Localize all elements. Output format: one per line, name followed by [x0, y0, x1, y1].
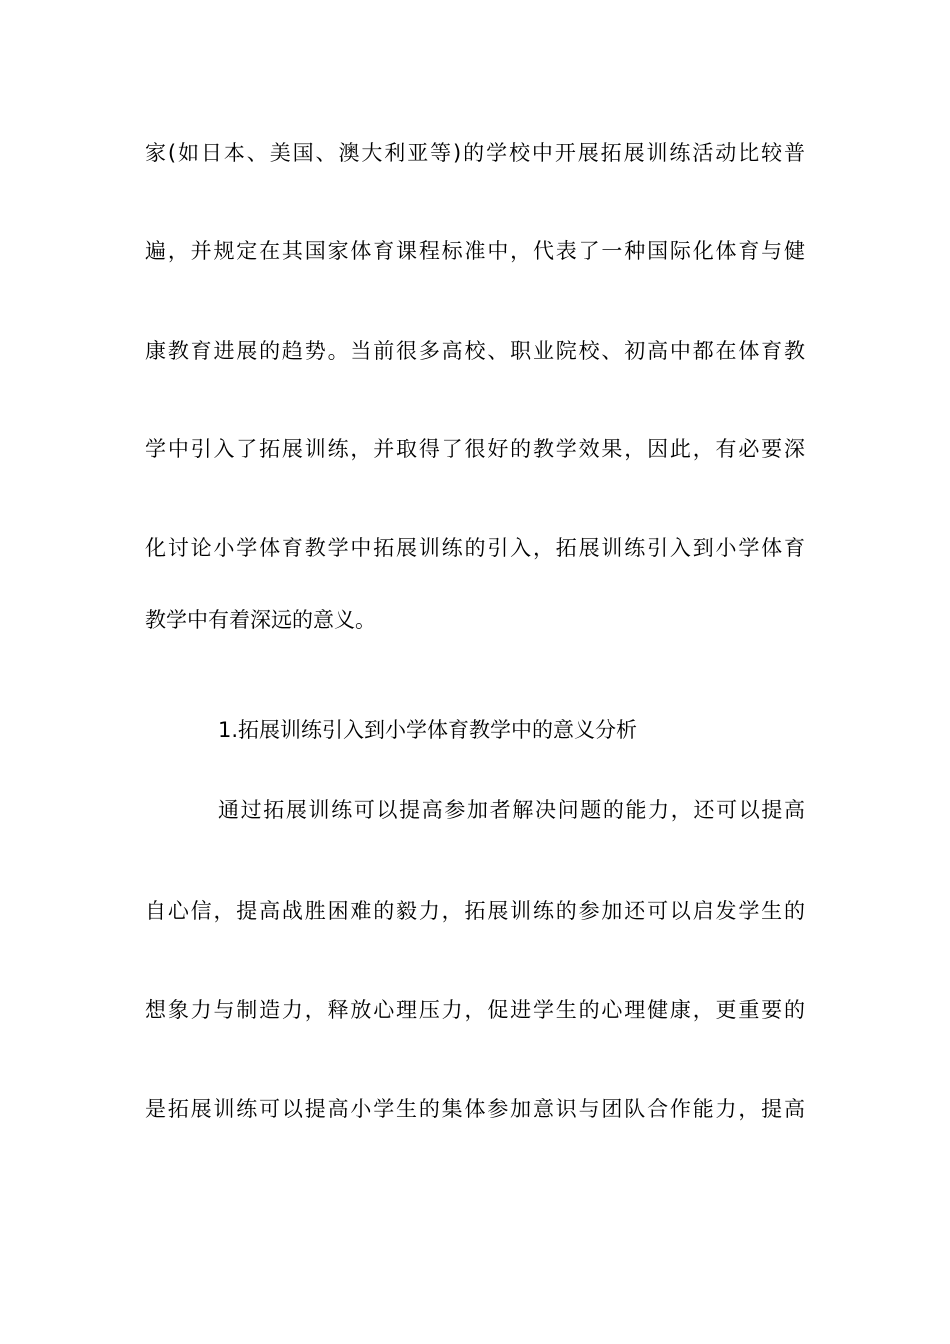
- paragraph-line: 教学中有着深远的意义。: [145, 608, 376, 632]
- paragraph-line: 康教育进展的趋势。当前很多高校、职业院校、初高中都在体育教: [145, 339, 805, 363]
- paragraph-line: 化讨论小学体育教学中拓展训练的引入，拓展训练引入到小学体育: [145, 536, 805, 560]
- section-heading: 1.拓展训练引入到小学体育教学中的意义分析: [218, 718, 638, 742]
- paragraph-line: 通过拓展训练可以提高参加者解决问题的能力，还可以提高: [218, 798, 805, 822]
- paragraph-line: 想象力与制造力，释放心理压力，促进学生的心理健康，更重要的: [145, 998, 805, 1022]
- paragraph-line: 是拓展训练可以提高小学生的集体参加意识与团队合作能力，提高: [145, 1097, 805, 1121]
- paragraph-line: 遍，并规定在其国家体育课程标准中，代表了一种国际化体育与健: [145, 239, 805, 263]
- paragraph-line: 家(如日本、美国、澳大利亚等)的学校中开展拓展训练活动比较普: [145, 141, 805, 165]
- paragraph-line: 自心信，提高战胜困难的毅力，拓展训练的参加还可以启发学生的: [145, 899, 805, 923]
- paragraph-line: 学中引入了拓展训练，并取得了很好的教学效果，因此，有必要深: [145, 437, 805, 461]
